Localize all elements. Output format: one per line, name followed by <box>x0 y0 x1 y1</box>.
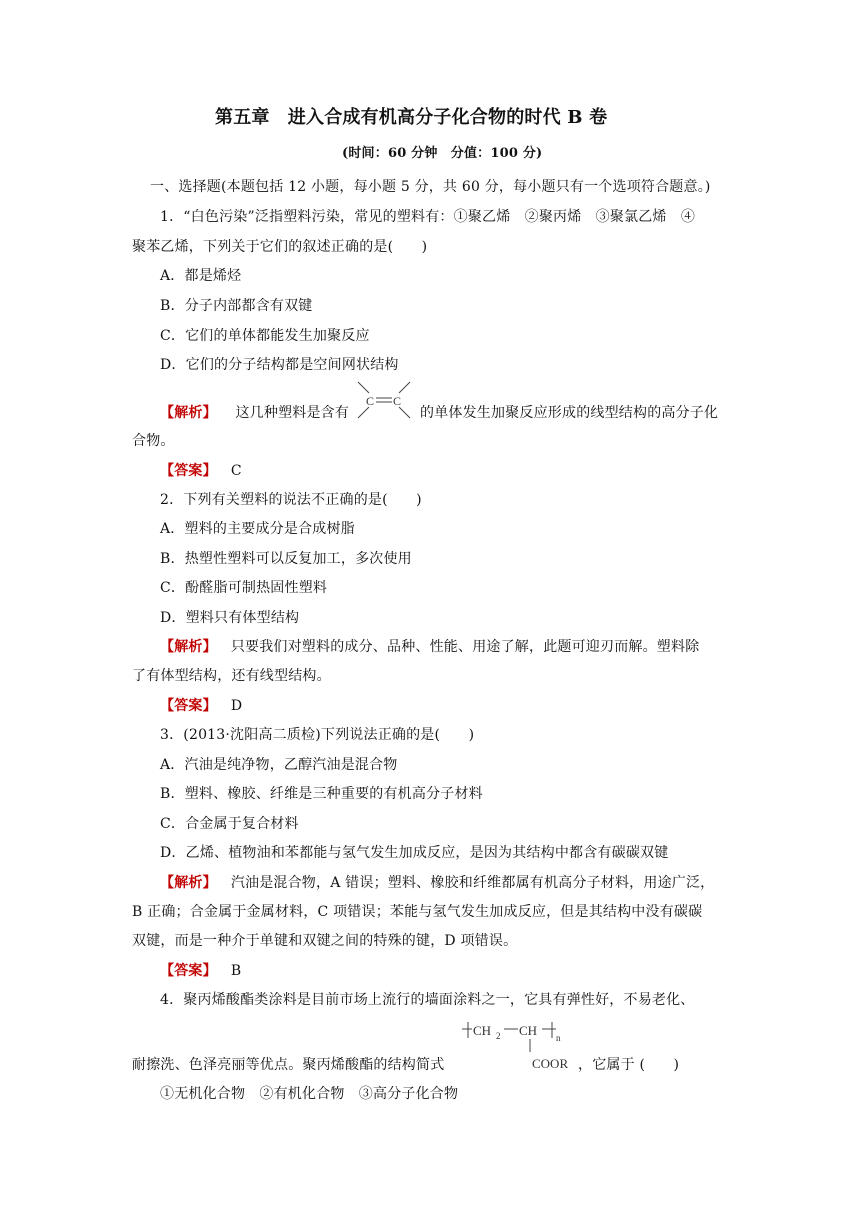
page-title: 第五章 进入合成有机高分子化合物的时代 B 卷 <box>215 107 608 128</box>
q4-stem-line1: 4．聚丙烯酸酯类涂料是目前市场上流行的墙面涂料之一，它具有弹性好，不易老化、 <box>160 992 695 1008</box>
q2-option-d: D．塑料只有体型结构 <box>160 610 300 626</box>
q1-option-c: C．它们的单体都能发生加聚反应 <box>160 328 370 344</box>
q1-answer <box>160 461 242 481</box>
formula-n: n <box>556 1033 561 1043</box>
formula-ch2-subscript: 2 <box>496 1031 501 1041</box>
q2-option-b: B．热塑性塑料可以反复加工，多次使用 <box>160 551 412 567</box>
q1-option-b: B．分子内部都含有双键 <box>160 298 313 314</box>
alkene-c2: C <box>393 394 402 408</box>
q1-explanation-after: 的单体发生加聚反应形成的线型结构的高分子化 <box>420 405 719 421</box>
q3-option-c: C．合金属于复合材料 <box>160 816 299 832</box>
q4-stem-line2-before: 耐擦洗、色泽亮丽等优点。聚丙烯酸酯的结构简式 <box>132 1057 445 1073</box>
jiexi-tag: 【解析】 <box>160 639 217 655</box>
q3-option-a: A．汽油是纯净物，乙醇汽油是混合物 <box>160 757 398 773</box>
formula-coor: COOR <box>532 1056 569 1071</box>
page-subtitle: (时间：60 分钟 分值：100 分) <box>342 146 543 161</box>
q1-explanation-before: 这几种塑料是含有 <box>235 405 350 421</box>
q2-answer-value: D <box>230 698 243 714</box>
q1-stem-line1: 1．“白色污染”泛指塑料污染，常见的塑料有：①聚乙烯 ②聚丙烯 ③聚氯乙烯 ④ <box>160 209 696 225</box>
q1-explanation-line1 <box>160 403 349 423</box>
q3-explanation-line2: B 正确；合金属于金属材料，C 项错误；苯能与氢气发生加成反应，但是其结构中没有碳碳 <box>132 904 703 920</box>
q2-option-a: A．塑料的主要成分是合成树脂 <box>160 521 355 537</box>
jiexi-tag: 【解析】 <box>160 405 217 421</box>
q1-stem-line2: 聚苯乙烯，下列关于它们的叙述正确的是( ) <box>132 239 428 255</box>
q2-stem: 2．下列有关塑料的说法不正确的是( ) <box>160 492 422 508</box>
jiexi-tag: 【解析】 <box>160 875 217 891</box>
q2-explanation-line2: 了有体型结构，还有线型结构。 <box>132 668 331 684</box>
polyacrylate-structure <box>462 1014 582 1076</box>
q1-option-a: A．都是烯烃 <box>160 268 242 284</box>
q1-answer-value: C <box>230 463 242 479</box>
daan-tag: 【答案】 <box>160 963 217 979</box>
alkene-c1: C <box>366 394 375 408</box>
daan-tag: 【答案】 <box>160 698 217 714</box>
q3-explanation-line3: 双键，而是一种介于单键和双键之间的特殊的键，D 项错误。 <box>132 933 518 949</box>
q3-answer <box>160 961 241 981</box>
q1-explanation-line2: 合物。 <box>132 433 175 449</box>
q4-stem-line2-after: ，它属于 ( ) <box>578 1057 680 1073</box>
q2-answer <box>160 696 242 716</box>
q2-explanation-line1 <box>160 637 699 657</box>
q3-explanation-text: 汽油是混合物，A 错误；塑料、橡胶和纤维都属有机高分子材料，用途广泛， <box>230 875 715 891</box>
q3-explanation-line1 <box>160 873 714 893</box>
alkene-structure <box>352 378 416 422</box>
section-heading: 一、选择题(本题包括 12 小题，每小题 5 分，共 60 分，每小题只有一个选项符合题意。) <box>150 179 711 195</box>
q3-answer-value: B <box>230 963 242 979</box>
q4-choices: ①无机化合物 ②有机化合物 ③高分子化合物 <box>160 1086 459 1102</box>
formula-ch: CH <box>519 1023 538 1038</box>
q3-stem: 3．(2013·沈阳高二质检)下列说法正确的是( ) <box>160 727 475 743</box>
q2-option-c: C．酚醛脂可制热固性塑料 <box>160 580 328 596</box>
q3-option-d: D．乙烯、植物油和苯都能与氢气发生加成反应，是因为其结构中都含有碳碳双键 <box>160 845 669 861</box>
q1-option-d: D．它们的分子结构都是空间网状结构 <box>160 357 399 373</box>
q2-explanation-text: 只要我们对塑料的成分、品种、性能、用途了解，此题可迎刃而解。塑料除 <box>230 639 700 655</box>
q3-option-b: B．塑料、橡胶、纤维是三种重要的有机高分子材料 <box>160 786 483 802</box>
daan-tag: 【答案】 <box>160 463 217 479</box>
formula-ch2: CH <box>473 1023 492 1038</box>
